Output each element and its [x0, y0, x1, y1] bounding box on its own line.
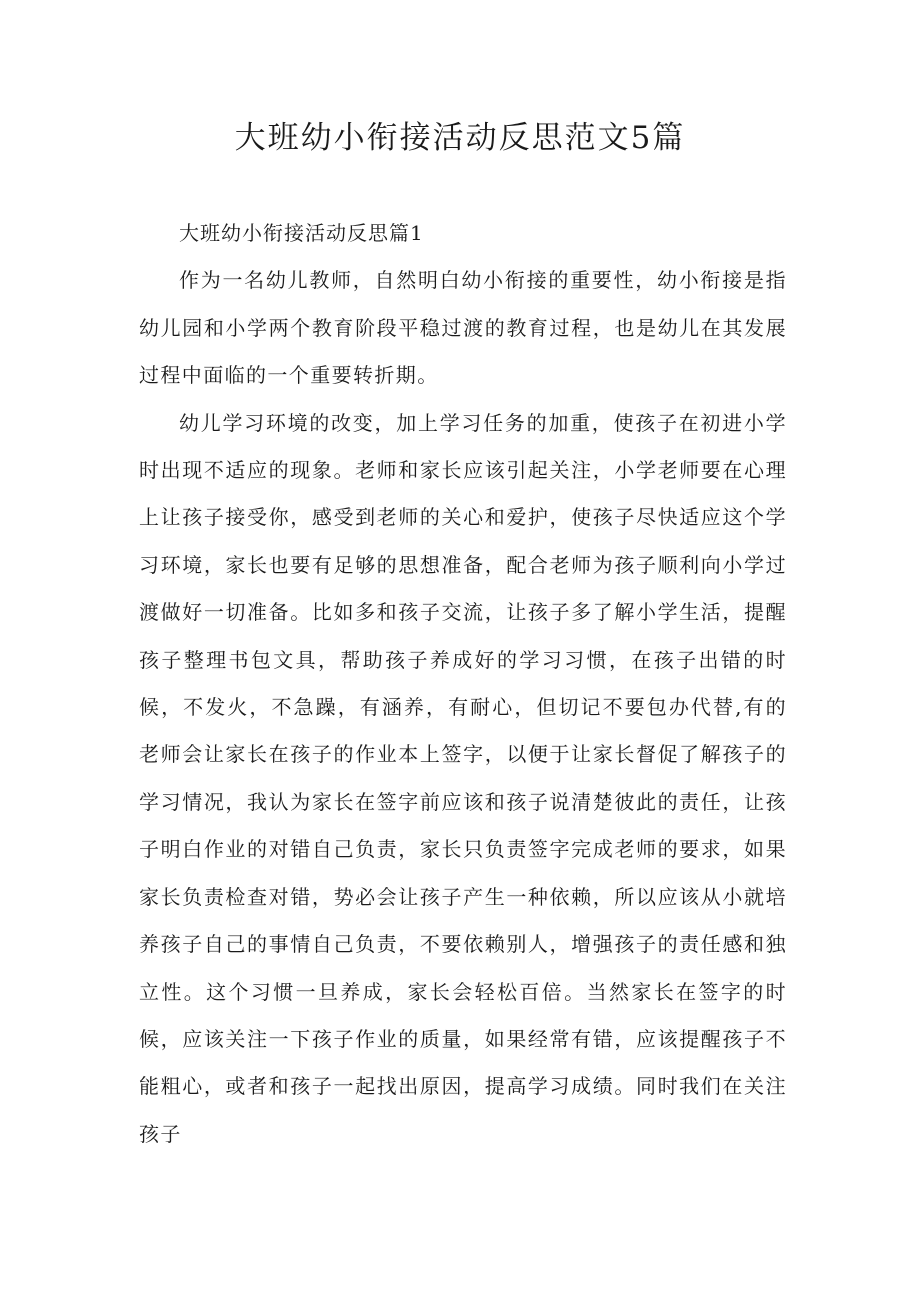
document-title: 大班幼小衔接活动反思范文5篇 [234, 120, 686, 156]
section-heading: 大班幼小衔接活动反思篇1 [179, 221, 424, 245]
paragraph-2: 幼儿学习环境的改变，加上学习任务的加重，使孩子在初进小学时出现不适应的现象。老师和家长应该引起关注，小学老师要在心理上让孩子接受你，感受到老师的关心和爱护，使孩子尽快适应这个学习环境，家长也要有足够的思想准备，配合老师为孩子顺利向小学过渡做好一切准备。比如多和孩子交流，让孩子多了解小学生活，提醒孩子整理书包文具，帮助孩子养成好的学习习惯，在孩子出错的时候，不发火，不急躁，有涵养，有耐心，但切记不要包办代替,有的老师会让家长在孩子的作业本上签字，以便于让家长督促了解孩子的学习情况，我认为家长在签字前应该和孩子说清楚彼此的责任，让孩子明白作业的对错自己负责，家长只负责签字完成老师的要求，如果家长负责检查对错，势必会让孩子产生一种依赖，所以应该从小就培养孩子自己的事情自己负责，不要依赖别人，增强孩子的责任感和独立性。这个习惯一旦养成，家长会轻松百倍。当然家长在签字的时候，应该关注一下孩子作业的质量，如果经常有错，应该提醒孩子不能粗心，或者和孩子一起找出原因，提高学习成绩。同时我们在关注孩子 [139, 410, 787, 1146]
paragraph-1: 作为一名幼儿教师，自然明白幼小衔接的重要性，幼小衔接是指幼儿园和小学两个教育阶段平稳过渡的教育过程，也是幼儿在其发展过程中面临的一个重要转折期。 [139, 268, 787, 388]
document-body [139, 210, 787, 1158]
